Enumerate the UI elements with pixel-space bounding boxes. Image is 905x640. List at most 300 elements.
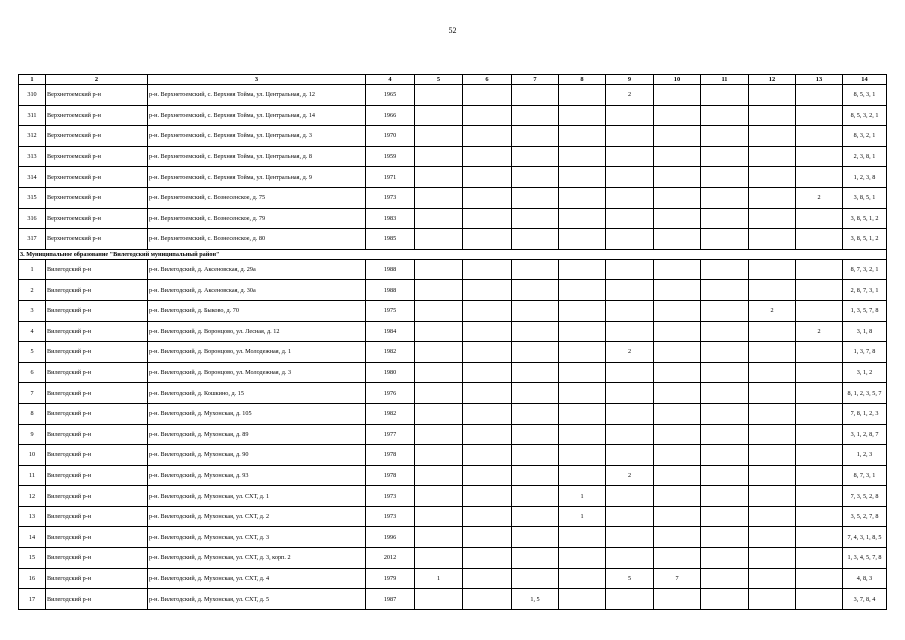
cell-col-11 [701, 321, 749, 342]
cell-col-9: 2 [606, 465, 654, 486]
cell-col-14: 3, 1, 2, 8, 7 [843, 424, 887, 445]
cell-col-4: 1977 [366, 424, 415, 445]
cell-col-12 [749, 146, 796, 167]
cell-col-8 [559, 300, 606, 321]
table-row [19, 403, 887, 424]
cell-col-1: 317 [19, 229, 46, 250]
cell-col-5 [415, 506, 463, 527]
cell-col-2: Верхнетоемский р-н [46, 146, 148, 167]
cell-col-10 [654, 300, 701, 321]
cell-col-3: р-н. Вилегодский, д. Воронцово, ул. Молодежная, д. 1 [148, 342, 366, 363]
cell-col-3: р-н. Верхнетоемский, с. Верхняя Тойма, ул. Центральная, д. 12 [148, 85, 366, 106]
cell-col-8 [559, 568, 606, 589]
cell-col-14: 2, 8, 7, 3, 1 [843, 280, 887, 301]
cell-col-8 [559, 167, 606, 188]
cell-col-14: 1, 3, 4, 5, 7, 8 [843, 548, 887, 569]
cell-col-2: Вилегодский р-н [46, 465, 148, 486]
cell-col-13 [796, 146, 843, 167]
cell-col-5 [415, 105, 463, 126]
cell-col-4: 1979 [366, 568, 415, 589]
cell-col-6 [463, 445, 512, 466]
cell-col-13 [796, 506, 843, 527]
column-header-5: 5 [415, 75, 463, 85]
cell-col-4: 1978 [366, 445, 415, 466]
cell-col-4: 1980 [366, 362, 415, 383]
cell-col-5 [415, 383, 463, 404]
cell-col-5 [415, 403, 463, 424]
cell-col-7 [512, 568, 559, 589]
cell-col-14: 3, 1, 8 [843, 321, 887, 342]
cell-col-4: 1965 [366, 85, 415, 106]
cell-col-4: 1985 [366, 229, 415, 250]
cell-col-10 [654, 383, 701, 404]
table-row [19, 300, 887, 321]
cell-col-5 [415, 486, 463, 507]
cell-col-11 [701, 342, 749, 363]
cell-col-9: 2 [606, 85, 654, 106]
cell-col-3: р-н. Верхнетоемский, с. Вознесенское, д. 79 [148, 208, 366, 229]
cell-col-14: 3, 1, 2 [843, 362, 887, 383]
cell-col-4: 1959 [366, 146, 415, 167]
cell-col-5 [415, 280, 463, 301]
cell-col-12 [749, 403, 796, 424]
cell-col-9 [606, 589, 654, 610]
cell-col-9 [606, 229, 654, 250]
cell-col-3: р-н. Вилегодский, д. Воронцово, ул. Лесная, д. 12 [148, 321, 366, 342]
cell-col-1: 310 [19, 85, 46, 106]
cell-col-12 [749, 126, 796, 147]
cell-col-9 [606, 259, 654, 280]
column-header-7: 7 [512, 75, 559, 85]
cell-col-12 [749, 105, 796, 126]
cell-col-8 [559, 445, 606, 466]
cell-col-12 [749, 321, 796, 342]
table-row [19, 527, 887, 548]
cell-col-1: 2 [19, 280, 46, 301]
cell-col-5 [415, 321, 463, 342]
cell-col-14: 7, 4, 3, 1, 8, 5 [843, 527, 887, 548]
cell-col-13 [796, 465, 843, 486]
cell-col-9 [606, 187, 654, 208]
cell-col-7 [512, 342, 559, 363]
cell-col-1: 10 [19, 445, 46, 466]
cell-col-2: Вилегодский р-н [46, 486, 148, 507]
table-row [19, 445, 887, 466]
cell-col-3: р-н. Вилегодский, д. Воронцово, ул. Молодежная, д. 3 [148, 362, 366, 383]
cell-col-4: 1975 [366, 300, 415, 321]
cell-col-6 [463, 527, 512, 548]
cell-col-8 [559, 403, 606, 424]
cell-col-4: 1971 [366, 167, 415, 188]
cell-col-1: 311 [19, 105, 46, 126]
cell-col-11 [701, 362, 749, 383]
cell-col-14: 3, 8, 5, 1 [843, 187, 887, 208]
cell-col-5 [415, 167, 463, 188]
cell-col-8: 1 [559, 486, 606, 507]
cell-col-13 [796, 167, 843, 188]
cell-col-3: р-н. Вилегодский, д. Мухонская, д. 90 [148, 445, 366, 466]
table-row [19, 568, 887, 589]
cell-col-5 [415, 362, 463, 383]
cell-col-5 [415, 259, 463, 280]
cell-col-11 [701, 187, 749, 208]
cell-col-11 [701, 105, 749, 126]
table-row [19, 342, 887, 363]
cell-col-8 [559, 208, 606, 229]
cell-col-2: Вилегодский р-н [46, 424, 148, 445]
cell-col-2: Верхнетоемский р-н [46, 229, 148, 250]
cell-col-5 [415, 126, 463, 147]
cell-col-5 [415, 229, 463, 250]
cell-col-10: 7 [654, 568, 701, 589]
cell-col-8 [559, 383, 606, 404]
cell-col-9 [606, 167, 654, 188]
cell-col-9 [606, 486, 654, 507]
cell-col-4: 1988 [366, 259, 415, 280]
cell-col-12 [749, 486, 796, 507]
table-row [19, 383, 887, 404]
cell-col-1: 14 [19, 527, 46, 548]
table-row [19, 146, 887, 167]
cell-col-1: 8 [19, 403, 46, 424]
cell-col-4: 1996 [366, 527, 415, 548]
cell-col-6 [463, 403, 512, 424]
cell-col-5: 1 [415, 568, 463, 589]
cell-col-10 [654, 486, 701, 507]
cell-col-7 [512, 321, 559, 342]
cell-col-5 [415, 342, 463, 363]
table-row [19, 167, 887, 188]
cell-col-9 [606, 300, 654, 321]
cell-col-4: 1987 [366, 589, 415, 610]
cell-col-2: Вилегодский р-н [46, 383, 148, 404]
cell-col-12 [749, 259, 796, 280]
cell-col-1: 17 [19, 589, 46, 610]
cell-col-2: Верхнетоемский р-н [46, 85, 148, 106]
cell-col-14: 4, 8, 3 [843, 568, 887, 589]
column-header-14: 14 [843, 75, 887, 85]
cell-col-6 [463, 506, 512, 527]
cell-col-11 [701, 126, 749, 147]
cell-col-7 [512, 445, 559, 466]
column-header-4: 4 [366, 75, 415, 85]
cell-col-13 [796, 280, 843, 301]
cell-col-8 [559, 362, 606, 383]
cell-col-2: Вилегодский р-н [46, 300, 148, 321]
cell-col-7 [512, 403, 559, 424]
cell-col-3: р-н. Верхнетоемский, с. Вознесенское, д. 80 [148, 229, 366, 250]
cell-col-8 [559, 465, 606, 486]
cell-col-4: 1984 [366, 321, 415, 342]
cell-col-5 [415, 208, 463, 229]
cell-col-5 [415, 445, 463, 466]
cell-col-4: 1978 [366, 465, 415, 486]
cell-col-1: 1 [19, 259, 46, 280]
cell-col-12 [749, 424, 796, 445]
cell-col-2: Вилегодский р-н [46, 568, 148, 589]
cell-col-5 [415, 527, 463, 548]
cell-col-5 [415, 548, 463, 569]
cell-col-4: 1966 [366, 105, 415, 126]
column-header-1: 1 [19, 75, 46, 85]
table-row [19, 208, 887, 229]
cell-col-9 [606, 208, 654, 229]
table-row [19, 187, 887, 208]
cell-col-2: Верхнетоемский р-н [46, 187, 148, 208]
cell-col-11 [701, 383, 749, 404]
cell-col-7 [512, 486, 559, 507]
cell-col-3: р-н. Вилегодский, д. Быково, д. 70 [148, 300, 366, 321]
cell-col-1: 11 [19, 465, 46, 486]
cell-col-13 [796, 208, 843, 229]
cell-col-5 [415, 424, 463, 445]
cell-col-8 [559, 259, 606, 280]
cell-col-5 [415, 146, 463, 167]
table-row [19, 548, 887, 569]
cell-col-6 [463, 105, 512, 126]
column-header-12: 12 [749, 75, 796, 85]
cell-col-14: 2, 3, 8, 1 [843, 146, 887, 167]
cell-col-6 [463, 167, 512, 188]
cell-col-6 [463, 146, 512, 167]
cell-col-11 [701, 259, 749, 280]
cell-col-5 [415, 589, 463, 610]
cell-col-13 [796, 548, 843, 569]
cell-col-13 [796, 589, 843, 610]
cell-col-3: р-н. Вилегодский, д. Мухонская, д. 93 [148, 465, 366, 486]
cell-col-14: 1, 2, 3, 8 [843, 167, 887, 188]
cell-col-9 [606, 403, 654, 424]
cell-col-7 [512, 105, 559, 126]
cell-col-2: Верхнетоемский р-н [46, 126, 148, 147]
section-row [19, 249, 887, 259]
cell-col-7: 1, 5 [512, 589, 559, 610]
cell-col-2: Вилегодский р-н [46, 259, 148, 280]
cell-col-11 [701, 486, 749, 507]
cell-col-11 [701, 300, 749, 321]
cell-col-7 [512, 85, 559, 106]
cell-col-10 [654, 548, 701, 569]
cell-col-10 [654, 85, 701, 106]
cell-col-10 [654, 280, 701, 301]
cell-col-8 [559, 229, 606, 250]
cell-col-1: 9 [19, 424, 46, 445]
cell-col-2: Вилегодский р-н [46, 321, 148, 342]
cell-col-1: 15 [19, 548, 46, 569]
cell-col-2: Верхнетоемский р-н [46, 167, 148, 188]
cell-col-14: 3, 8, 5, 1, 2 [843, 229, 887, 250]
cell-col-14: 3, 8, 5, 1, 2 [843, 208, 887, 229]
cell-col-2: Вилегодский р-н [46, 548, 148, 569]
cell-col-3: р-н. Верхнетоемский, с. Верхняя Тойма, ул. Центральная, д. 14 [148, 105, 366, 126]
column-header-6: 6 [463, 75, 512, 85]
cell-col-14: 8, 7, 3, 2, 1 [843, 259, 887, 280]
cell-col-11 [701, 568, 749, 589]
cell-col-12 [749, 85, 796, 106]
table-row [19, 321, 887, 342]
table-row [19, 85, 887, 106]
cell-col-10 [654, 403, 701, 424]
cell-col-6 [463, 424, 512, 445]
cell-col-6 [463, 321, 512, 342]
cell-col-3: р-н. Вилегодский, д. Мухонская, д. 89 [148, 424, 366, 445]
header-row [19, 75, 887, 85]
cell-col-6 [463, 342, 512, 363]
cell-col-3: р-н. Вилегодский, д. Мухонская, ул. СХТ, д. 3 [148, 527, 366, 548]
cell-col-3: р-н. Вилегодский, д. Мухонская, ул. СХТ, д. 5 [148, 589, 366, 610]
cell-col-4: 1983 [366, 208, 415, 229]
cell-col-4: 1982 [366, 403, 415, 424]
cell-col-12 [749, 362, 796, 383]
cell-col-9 [606, 321, 654, 342]
cell-col-9 [606, 445, 654, 466]
cell-col-7 [512, 527, 559, 548]
cell-col-13 [796, 259, 843, 280]
cell-col-1: 314 [19, 167, 46, 188]
cell-col-12: 2 [749, 300, 796, 321]
cell-col-12 [749, 280, 796, 301]
cell-col-11 [701, 403, 749, 424]
cell-col-1: 3 [19, 300, 46, 321]
cell-col-11 [701, 589, 749, 610]
cell-col-6 [463, 187, 512, 208]
cell-col-9 [606, 105, 654, 126]
cell-col-9 [606, 424, 654, 445]
cell-col-6 [463, 465, 512, 486]
cell-col-10 [654, 321, 701, 342]
cell-col-13 [796, 568, 843, 589]
cell-col-4: 1973 [366, 486, 415, 507]
cell-col-1: 312 [19, 126, 46, 147]
cell-col-6 [463, 208, 512, 229]
cell-col-13 [796, 105, 843, 126]
cell-col-11 [701, 445, 749, 466]
cell-col-8: 1 [559, 506, 606, 527]
cell-col-2: Верхнетоемский р-н [46, 105, 148, 126]
cell-col-1: 7 [19, 383, 46, 404]
column-header-11: 11 [701, 75, 749, 85]
cell-col-13 [796, 300, 843, 321]
table-row [19, 465, 887, 486]
cell-col-9 [606, 362, 654, 383]
cell-col-13 [796, 403, 843, 424]
cell-col-3: р-н. Верхнетоемский, с. Верхняя Тойма, ул. Центральная, д. 8 [148, 146, 366, 167]
cell-col-7 [512, 126, 559, 147]
table-row [19, 105, 887, 126]
cell-col-11 [701, 465, 749, 486]
cell-col-11 [701, 208, 749, 229]
cell-col-7 [512, 362, 559, 383]
cell-col-6 [463, 548, 512, 569]
cell-col-12 [749, 527, 796, 548]
cell-col-12 [749, 445, 796, 466]
cell-col-3: р-н. Верхнетоемский, с. Верхняя Тойма, ул. Центральная, д. 9 [148, 167, 366, 188]
cell-col-5 [415, 300, 463, 321]
column-header-9: 9 [606, 75, 654, 85]
cell-col-11 [701, 424, 749, 445]
cell-col-8 [559, 85, 606, 106]
cell-col-9 [606, 548, 654, 569]
cell-col-14: 8, 5, 3, 1 [843, 85, 887, 106]
cell-col-6 [463, 486, 512, 507]
cell-col-14: 7, 8, 1, 2, 3 [843, 403, 887, 424]
cell-col-13 [796, 342, 843, 363]
cell-col-6 [463, 126, 512, 147]
column-header-13: 13 [796, 75, 843, 85]
table-row [19, 506, 887, 527]
cell-col-8 [559, 527, 606, 548]
cell-col-3: р-н. Вилегодский, д. Аксеновская, д. 29а [148, 259, 366, 280]
cell-col-3: р-н. Верхнетоемский, с. Вознесенское, д. 75 [148, 187, 366, 208]
cell-col-4: 1976 [366, 383, 415, 404]
cell-col-10 [654, 229, 701, 250]
cell-col-3: р-н. Вилегодский, д. Мухонская, ул. СХТ, д. 1 [148, 486, 366, 507]
table-row [19, 486, 887, 507]
cell-col-11 [701, 229, 749, 250]
cell-col-8 [559, 548, 606, 569]
cell-col-2: Вилегодский р-н [46, 342, 148, 363]
cell-col-6 [463, 300, 512, 321]
cell-col-2: Вилегодский р-н [46, 362, 148, 383]
cell-col-14: 7, 3, 5, 2, 8 [843, 486, 887, 507]
cell-col-1: 13 [19, 506, 46, 527]
cell-col-7 [512, 280, 559, 301]
cell-col-6 [463, 568, 512, 589]
cell-col-9 [606, 506, 654, 527]
cell-col-2: Вилегодский р-н [46, 445, 148, 466]
cell-col-14: 3, 5, 2, 7, 8 [843, 506, 887, 527]
cell-col-1: 16 [19, 568, 46, 589]
cell-col-12 [749, 167, 796, 188]
cell-col-1: 4 [19, 321, 46, 342]
cell-col-8 [559, 280, 606, 301]
cell-col-1: 315 [19, 187, 46, 208]
cell-col-10 [654, 105, 701, 126]
cell-col-8 [559, 321, 606, 342]
cell-col-10 [654, 445, 701, 466]
cell-col-6 [463, 229, 512, 250]
cell-col-1: 316 [19, 208, 46, 229]
cell-col-11 [701, 280, 749, 301]
cell-col-13 [796, 383, 843, 404]
cell-col-11 [701, 167, 749, 188]
cell-col-3: р-н. Вилегодский, д. Аксеновская, д. 30а [148, 280, 366, 301]
cell-col-12 [749, 187, 796, 208]
cell-col-3: р-н. Вилегодский, д. Мухонская, ул. СХТ, д. 4 [148, 568, 366, 589]
cell-col-11 [701, 85, 749, 106]
table-row [19, 424, 887, 445]
cell-col-4: 1973 [366, 187, 415, 208]
cell-col-14: 3, 7, 8, 4 [843, 589, 887, 610]
cell-col-10 [654, 342, 701, 363]
cell-col-9 [606, 146, 654, 167]
column-header-10: 10 [654, 75, 701, 85]
cell-col-12 [749, 383, 796, 404]
cell-col-8 [559, 146, 606, 167]
cell-col-13 [796, 362, 843, 383]
cell-col-7 [512, 146, 559, 167]
cell-col-3: р-н. Вилегодский, д. Мухонская, ул. СХТ, д. 3, корп. 2 [148, 548, 366, 569]
cell-col-13 [796, 229, 843, 250]
cell-col-12 [749, 342, 796, 363]
cell-col-13 [796, 126, 843, 147]
cell-col-10 [654, 362, 701, 383]
cell-col-2: Вилегодский р-н [46, 280, 148, 301]
cell-col-2: Вилегодский р-н [46, 403, 148, 424]
cell-col-8 [559, 187, 606, 208]
cell-col-12 [749, 229, 796, 250]
cell-col-1: 6 [19, 362, 46, 383]
